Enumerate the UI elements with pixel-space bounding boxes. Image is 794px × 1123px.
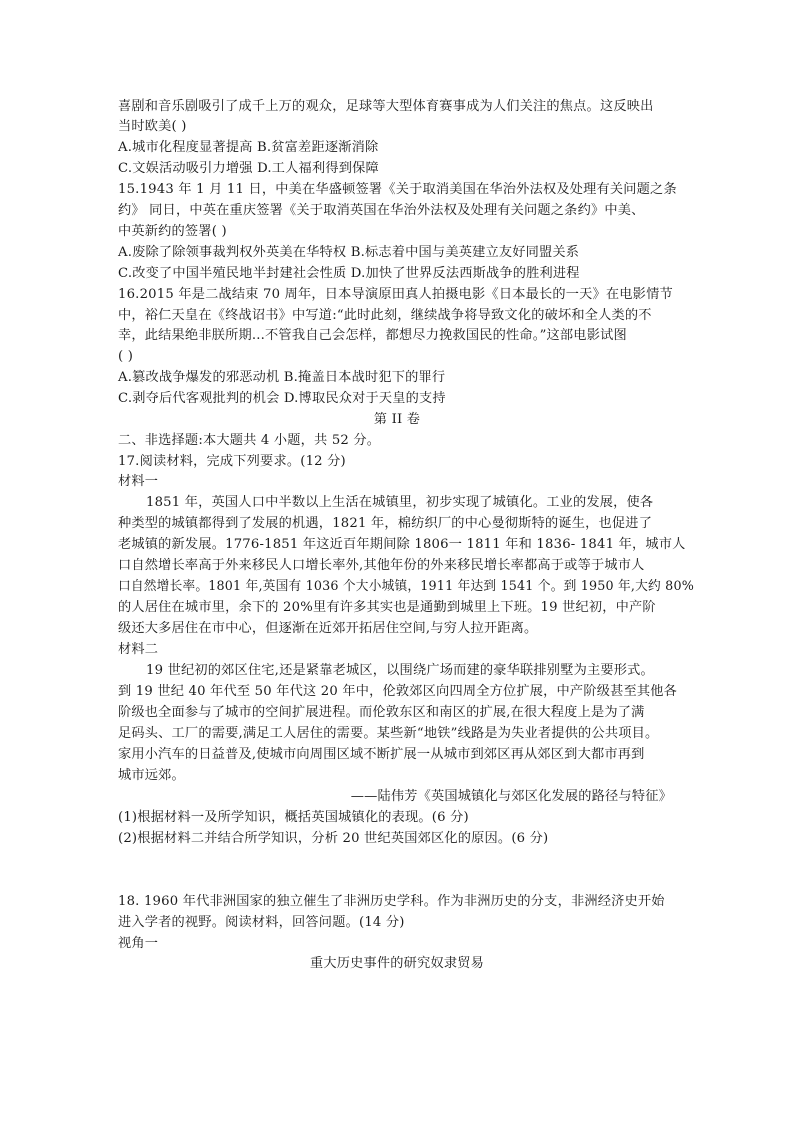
question-16-stem-line-2: 中，裕仁天皇在《终战诏书》中写道:“此时此刻，继续战争将导致文化的破坏和全人类的不 <box>118 308 652 323</box>
material-source-citation: ——陆伟芳《英国城镇化与郊区化发展的路径与特征》 <box>350 789 672 804</box>
question-16-options-cd: C.剥夺后代客观批判的机会 D.博取民众对于天皇的支持 <box>118 391 446 406</box>
material-two-label: 材料二 <box>118 642 159 657</box>
material-one-line-2: 种类型的城镇都得到了发展的机遇，1821 年，棉纺织厂的中心曼彻斯特的诞生，也促进了 <box>118 516 653 531</box>
question-17-subquestion-2: (2)根据材料二并结合所学知识，分析 20 世纪英国郊区化的原因。(6 分) <box>118 831 549 846</box>
question-15-options-ab: A.废除了除领事裁判权外英美在华特权 B.标志着中国与美英建立友好同盟关系 <box>118 245 580 260</box>
material-one-line-3: 老城镇的新发展。1776-1851 年这近百年期间除 1806一 1811 年和 1836- 1841 年，城市人 <box>118 537 686 552</box>
volume-two-heading: 第 II 卷 <box>373 412 421 427</box>
question-14-stem-line-2: 喜剧和音乐剧吸引了成千上万的观众，足球等大型体育赛事成为人们关注的焦点。这反映出 <box>118 99 654 114</box>
material-two-line-3: 阶级也全面参与了城市的空间扩展进程。而伦敦东区和南区的扩展,在很大程度上是为了满 <box>118 705 645 720</box>
material-two-line-1: 19 世纪初的郊区住宅,还是紧靠老城区，以围绕广场而建的豪华联排别墅为主要形式。 <box>146 663 654 678</box>
question-18-intro-line-2: 进入学者的视野。阅读材料，回答问题。(14 分) <box>118 915 405 930</box>
question-15-stem-line-1: 15.1943 年 1 月 11 日，中美在华盛顿签署《关于取消美国在华治外法权及处理有关问题之条 <box>118 182 677 197</box>
question-14-options-cd: C.文娱活动吸引力增强 D.工人福利得到保障 <box>118 161 379 176</box>
question-16-stem-line-3: 幸，此结果绝非朕所期...不管我自己会怎样，都想尽力挽救国民的性命。”这部电影试图 <box>118 328 627 343</box>
material-one-line-5: 口自然增长率。1801 年,英国有 1036 个大小城镇，1911 年达到 1541 个。到 1950 年,大约 80% <box>118 579 694 594</box>
section-two-heading: 二、非选择题:本大题共 4 小题，共 52 分。 <box>118 433 381 448</box>
material-one-line-7: 级还大多居住在市中心，但逐渐在近郊开拓居住空间,与穷人拉开距离。 <box>118 621 538 636</box>
question-17-prompt: 17.阅读材料，完成下列要求。(12 分) <box>118 454 346 469</box>
question-15-stem-line-2: 约》 同日，中英在重庆签署《关于取消英国在华治外法权及处理有关问题之条约》中美、 <box>118 203 645 218</box>
question-14-options-ab: A.城市化程度显著提高 B.贫富差距逐渐消除 <box>118 140 379 155</box>
question-15-stem-line-3: 中英新约的签署( ) <box>118 224 227 239</box>
question-17-subquestion-1: (1)根据材料一及所学知识，概括英国城镇化的表现。(6 分) <box>118 810 469 825</box>
question-16-stem-line-1: 16.2015 年是二战结束 70 周年，日本导演原田真人拍摄电影《日本最长的一天》在电影情节 <box>118 287 673 302</box>
question-16-answer-blank: ( ) <box>118 349 134 364</box>
material-two-line-5: 家用小汽车的日益普及,使城市向周围区域不断扩展一从城市到郊区再从郊区到大都市再到 <box>118 747 645 762</box>
question-18-intro-line-1: 18. 1960 年代非洲国家的独立催生了非洲历史学科。作为非洲历史的分支，非洲经济史开始 <box>118 894 665 909</box>
question-14-stem-line-3: 当时欧美( ) <box>118 119 187 134</box>
material-one-label: 材料一 <box>118 474 159 489</box>
table-caption: 重大历史事件的研究奴隶贸易 <box>309 956 485 971</box>
material-two-line-6: 城市远郊。 <box>118 768 185 783</box>
material-one-line-4: 口自然增长率高于外来移民人口增长率外,其他年份的外来移民增长率都高于或等于城市人 <box>118 558 645 573</box>
material-two-line-2: 到 19 世纪 40 年代至 50 年代这 20 年中，伦敦郊区向四周全方位扩展，中产阶级甚至其他各 <box>118 684 678 699</box>
question-15-options-cd: C.改变了中国半殖民地半封建社会性质 D.加快了世界反法西斯战争的胜利进程 <box>118 266 580 281</box>
question-16-options-ab: A.篡改战争爆发的邪恶动机 B.掩盖日本战时犯下的罪行 <box>118 370 446 385</box>
material-two-line-4: 足码头、工厂的需要,满足工人居住的需要。某些新“地铁”线路是为失业者提供的公共项目。 <box>118 726 659 741</box>
material-one-line-1: 1851 年，英国人口中半数以上生活在城镇里，初步实现了城镇化。工业的发展，使各 <box>146 495 654 510</box>
material-one-line-6: 的人居住在城市里，余下的 20%里有许多其实也是通勤到城里上下班。19 世纪初，中产阶 <box>118 600 656 615</box>
perspective-one-label: 视角一 <box>118 936 159 951</box>
